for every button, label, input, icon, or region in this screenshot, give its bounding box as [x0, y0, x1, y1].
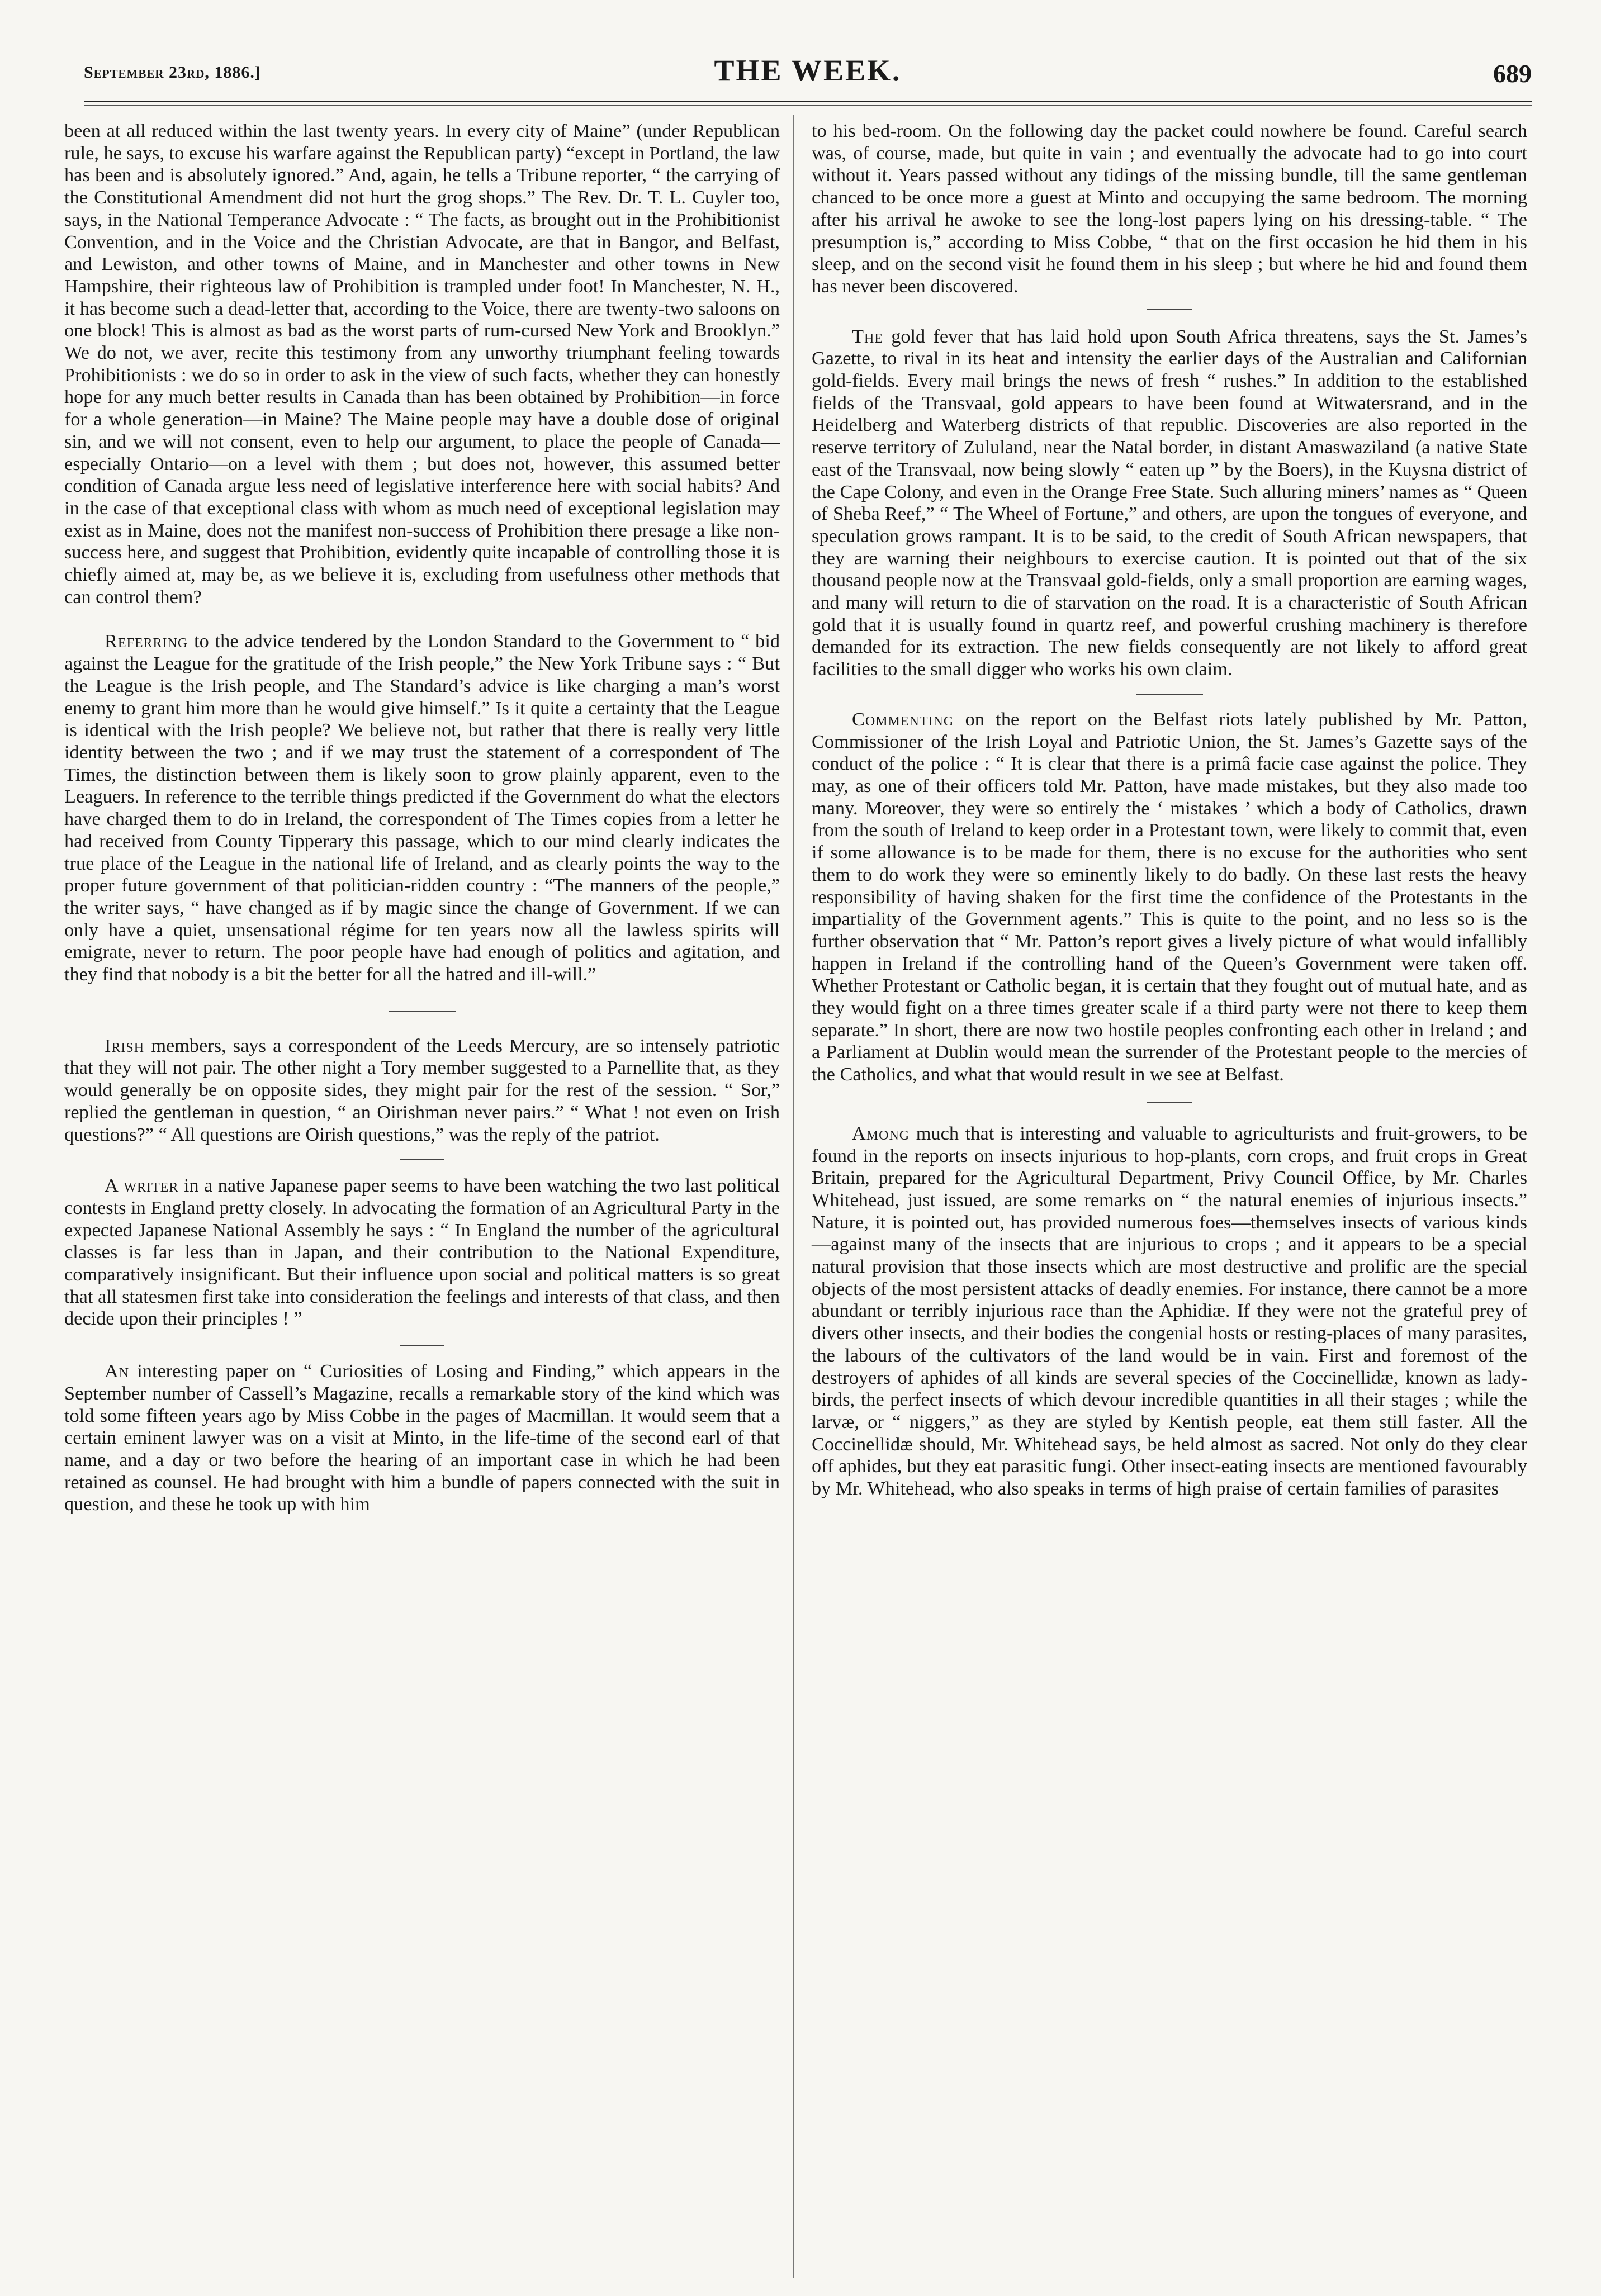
- article-irish-league: [64, 630, 780, 985]
- lead-word: An: [105, 1360, 130, 1382]
- article-maine-continued: been at all reduced within the last twenty years. In every city of Maine” (under Republican rule, he says, to excuse his warfare against the Republican party) “except in Portland, the law has been and is absolutely ignored.” And, again, he tells a Tribune reporter, “ the carrying of the Constitutional Amendment did not hurt the grog shops.” The Rev. Dr. T. L. Cuyler too, says, in the National Temperance Advocate : “ The facts, as brought out in the Prohibitionist Convention, and in the Voice and the Christian Advocate, are that in Bangor, and Belfast, and Lewiston, and other towns of Maine, and in Manchester and other towns in New Hampshire, their righteous law of Prohibition is trampled under foot! In Manchester, N. H., it has become such a dead-letter that, according to the Voice, there are twenty-two saloons on one block! This is almost as bad as the worst parts of rum-cursed New York and Brooklyn.” We do not, we aver, recite this testimony from any unworthy triumphant feeling towards Prohibitionists : we do so in order to ask in the view of such facts, whether they can honestly hope for any much better results in Canada than has been obtained by Prohibition—in force for a whole generation—in Maine? The Maine people may have a double dose of original sin, and we will not consent, even to help our argument, to place the people of Canada—especially Ontario—on a level with them ; but does not, however, this assumed better condition of Canada argue less need of legislative interference here with social habits? And in the case of that exceptional class with whom as much need of exceptional legislation may exist as in Maine, does not the manifest non-success of Prohibition there presage a like non-success here, and suggest that Prohibition, evidently quite incapable of controlling those it is chiefly aimed at, may be, as we believe it is, excluding from usefulness other methods that can control them?: [64, 120, 780, 608]
- lead-word: The: [852, 325, 883, 347]
- article-japanese-paper: [64, 1175, 780, 1330]
- lead-word: Irish: [105, 1035, 145, 1056]
- left-column: [64, 120, 780, 1516]
- right-column: [812, 120, 1527, 1500]
- article-losing-finding: [64, 1360, 780, 1516]
- masthead-title: THE WEEK.: [714, 54, 902, 87]
- lead-word: Commenting: [852, 708, 954, 730]
- lead-word: Among: [852, 1122, 910, 1144]
- article-losing-finding-continued: to his bed-room. On the following day the packet could nowhere be found. Careful search was, of course, made, but quite in vain ; and eventually the advocate had to go into court without it. Years passed without any tidings of the missing bundle, till the same gentleman chanced to be once more a guest at Minto and occupying the same bedroom. The morning after his arrival he awoke to see the long-lost papers lying on his dressing-table. “ The presumption is,” according to Miss Cobbe, “ that on the first occasion he hid them in his sleep, and on the second visit he found them in his sleep ; but where he hid and found them has never been discovered.: [812, 120, 1527, 297]
- article-insects: [812, 1123, 1527, 1500]
- page-header: [84, 53, 1532, 98]
- paragraph-text: on the report on the Belfast riots lately published by Mr. Patton, Commissioner of the Irish Loyal and Patriotic Union, the St. James’s Gazette says of the conduct of the police : “ It is clear that there is a primâ facie case against the police. They may, as one of their officers told Mr. Patton, have made mistakes, but they also made too many. Moreover, they were so entirely the ‘ mistakes ’ which a body of Catholics, drawn from the south of Ireland to keep order in a Protestant town, were likely to commit that, even if some allowance is to be made for them, there is no excuse for the authorities who sent them to do work they were so eminently likely to do badly. On these last rests the heavy responsibility of having shaken for the first time the confidence of the Protestants in the impartiality of the Government agents.” This is quite to the point, and no less so is the further observation that “ Mr. Patton’s report gives a lively picture of what would infallibly happen in Ireland if the controlling hand of the Queen’s Government were taken off. Whether Protestant or Catholic began, it is certain that they fought out of mutual hate, and as they would fight on a three times greater scale if a third party were not there to keep them separate.” In short, there are now two hostile peoples confronting each other in Ireland ; and a Parliament at Dublin would mean the surrender of the Protestant people to the mercies of the Catholics, and what that would result in we see at Belfast.: [812, 708, 1527, 1085]
- paragraph-text: much that is interesting and valuable to agriculturists and fruit-growers, to be found in the reports on insects injurious to hop-plants, corn crops, and fruit crops in Great Britain, prepared for the Agricultural Department, Privy Council Office, by Mr. Charles Whitehead, just issued, are some remarks on “ the natural enemies of injurious insects.” Nature, it is pointed out, has provided numerous foes—themselves insects of various kinds—against many of the insects that are injurious to crops ; and it appears to be a special natural provision that those insects which are most destructive and prolific are the special objects of the most persistent attacks of deadly enemies. For instance, there cannot be a more abundant or terribly injurious race than the Aphidiæ. If they were not the grateful prey of divers other insects, and their bodies the congenial hosts or resting-places of many parasites, the labours of the cultivators of the land would be in vain. First and foremost of the destroyers of aphides of all kinds are several species of the Coccinellidæ, known as lady-birds, the perfect insects of which devour incredible quantities in all their stages ; while the larvæ, or “ niggers,” as they are styled by Kentish people, eat them still faster. All the Coccinellidæ should, Mr. Whitehead says, be held almost as sacred. Not only do they clear off aphides, but they eat parasitic fungi. Other insect-eating insects are mentioned favourably by Mr. Whitehead, who also speaks in terms of high praise of certain families of parasites: [812, 1122, 1528, 1500]
- paragraph-text: gold fever that has laid hold upon South Africa threatens, says the St. James’s Gazette, to rival in its heat and intensity the earlier days of the Australian and Californian gold-fields. Every mail brings the news of fresh “ rushes.” In addition to the established fields of the Transvaal, gold appears to have been found at Witwatersrand, and in the Heidelberg and Waterberg districts of that republic. Discoveries are also reported in the reserve territory of Zululand, near the Natal border, in distant Amaswaziland (a native State east of the Transvaal, now being slowly “ eaten up ” by the Boers), in the Kuysna district of the Cape Colony, and even in the Orange Free State. Such alluring miners’ names as “ Queen of Sheba Reef,” “ The Wheel of Fortune,” and others, are upon the tongues of everyone, and speculation grows rampant. It is to be said, to the credit of South African newspapers, that they are warning their neighbours to exercise caution. It is pointed out that of the six thousand people now at the Transvaal gold-fields, only a small proportion are earning wages, and many will return to die of starvation on the road. It is a characteristic of South African gold that it is usually found in quartz reef, and powerful crushing machinery is therefore demanded for its extraction. The new fields consequently are not likely to afford great facilities to the small digger who works his own claim.: [812, 325, 1527, 680]
- article-belfast-riots: [812, 709, 1527, 1086]
- lead-word: Referring: [105, 630, 188, 652]
- article-irish-members: [64, 1035, 780, 1146]
- column-divider: [793, 115, 794, 2278]
- header-rule-thin: [84, 105, 1532, 106]
- paragraph-text: members, says a correspondent of the Leeds Mercury, are so intensely patriotic that they will not pair. The other night a Tory member suggested to a Parnellite that, as they would generally be on opposite sides, they might pair for the rest of the session. “ Sor,” replied the gentleman in question, “ an Oirishman never pairs.” “ What ! not even on Irish questions?” “ All questions are Oirish questions,” was the reply of the patriot.: [64, 1035, 780, 1145]
- article-gold-fever: [812, 326, 1527, 681]
- paragraph-text: in a native Japanese paper seems to have been watching the two last political contests in England pretty closely. In advocating the formation of an Agricultural Party in the expected Japanese National Assembly he says : “ In England the number of the agricultural classes is far less than in Japan, and their contribution to the National Expenditure, comparatively insignificant. But their influence upon social and political matters is so great that all statesmen first take into consideration the feelings and interests of that class, and then decide upon their principles ! ”: [64, 1175, 780, 1330]
- header-rule: [84, 101, 1532, 102]
- page-number: 689: [1493, 59, 1532, 88]
- issue-date: September 23rd, 1886.]: [84, 63, 261, 82]
- paragraph-text: to the advice tendered by the London Standard to the Government to “ bid against the League for the gratitude of the Irish people,” the New York Tribune says : “ But the League is the Irish people, and The Standard’s advice is like charging a man’s worst enemy to grant him more than he would give himself.” Is it quite a certainty that the League is identical with the Irish people? We believe not, but rather that there is really very little identity between the two ; and if we may trust the statement of a correspondent of The Times, the distinction between them is likely soon to grow plainly apparent, even to the Leaguers. In reference to the terrible things predicted if the Government do what the electors have charged them to do in Ireland, the correspondent of The Times copies from a letter he had received from County Tipperary this passage, which to our mind clearly indicates the true place of the League in the national life of Ireland, and as clearly points the way to the proper future government of that politician-ridden country : “The manners of the people,” the writer says, “ have changed as if by magic since the change of Government. If we can only have a quiet, unsensational régime for ten years now all the lawless spirits will emigrate, never to return. The poor people have had enough of politics and agitation, and they find that nobody is a bit the better for all the hatred and ill-will.”: [64, 630, 780, 985]
- lead-word: A writer: [105, 1175, 179, 1197]
- paragraph-text: interesting paper on “ Curiosities of Losing and Finding,” which appears in the September number of Cassell’s Magazine, recalls a remarkable story of the kind which was told some fifteen years ago by Miss Cobbe in the pages of Macmillan. It would seem that a certain eminent lawyer was on a visit at Minto, in the life-time of the second earl of that name, and a day or two before the hearing of an important case in which he had been retained as counsel. He had brought with him a bundle of papers connected with the suit in question, and these he took up with him: [64, 1360, 780, 1515]
